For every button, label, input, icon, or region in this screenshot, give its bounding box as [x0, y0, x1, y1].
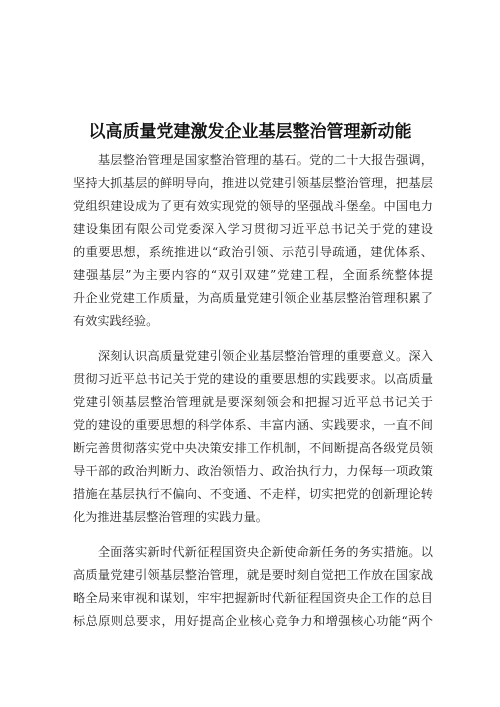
- paragraph-2: [73, 345, 433, 529]
- text-line: 党的建设的重要思想的科学体系、丰富内涵、实践要求，一直不间: [73, 418, 433, 432]
- text-line: 略全局来审视和谋划，牢牢把握新时代新征程国资央企工作的总目: [73, 591, 433, 605]
- text-line: 有效实践经验。: [73, 314, 159, 328]
- paragraph-1: [73, 149, 433, 333]
- text-line: 全面落实新时代新征程国资央企新使命新任务的务实措施。以: [73, 545, 433, 559]
- text-line: 建强基层”为主要内容的“双引双建”党建工程，全面系统整体提: [73, 268, 433, 282]
- text-line: 断完善贯彻落实党中央决策安排工作机制，不间断提高各级党员领: [73, 441, 433, 455]
- text-line: 升企业党建工作质量，为高质量党建引领企业基层整治管理积累了: [73, 291, 433, 305]
- document-body: [73, 149, 433, 645]
- document-title: 以高质量党建激发企业基层整治管理新动能: [88, 122, 412, 142]
- text-line: 标总原则总要求，用好提高企业核心竞争力和增强核心功能“两个: [73, 614, 433, 628]
- text-line: 措施在基层执行不偏向、不变通、不走样，切实把党的创新理论转: [73, 487, 433, 501]
- text-line: 党建引领基层整治管理就是要深刻领会和把握习近平总书记关于: [73, 395, 433, 409]
- text-line: 高质量党建引领基层整治管理，就是要时刻自觉把工作放在国家战: [73, 568, 433, 582]
- text-line: 导干部的政治判断力、政治领悟力、政治执行力，力保每一项政策: [73, 464, 433, 478]
- text-line: 化为推进基层整治管理的实践力量。: [73, 510, 268, 524]
- text-line: 建设集团有限公司党委深入学习贯彻习近平总书记关于党的建设: [73, 222, 433, 236]
- text-line: 深刻认识高质量党建引领企业基层整治管理的重要意义。深入: [73, 349, 433, 363]
- text-line: 坚持大抓基层的鲜明导向，推进以党建引领基层整治管理，把基层: [73, 176, 433, 190]
- text-line: 贯彻习近平总书记关于党的建设的重要思想的实践要求。以高质量: [73, 372, 433, 386]
- text-line: 的重要思想，系统推进以“政治引领、示范引导疏通，建优体系、: [73, 245, 433, 259]
- text-line: 党组织建设成为了更有效实现党的领导的坚强战斗堡垒。中国电力: [73, 199, 433, 213]
- paragraph-3: [73, 541, 433, 633]
- text-line: 基层整治管理是国家整治管理的基石。党的二十大报告强调，: [73, 153, 433, 167]
